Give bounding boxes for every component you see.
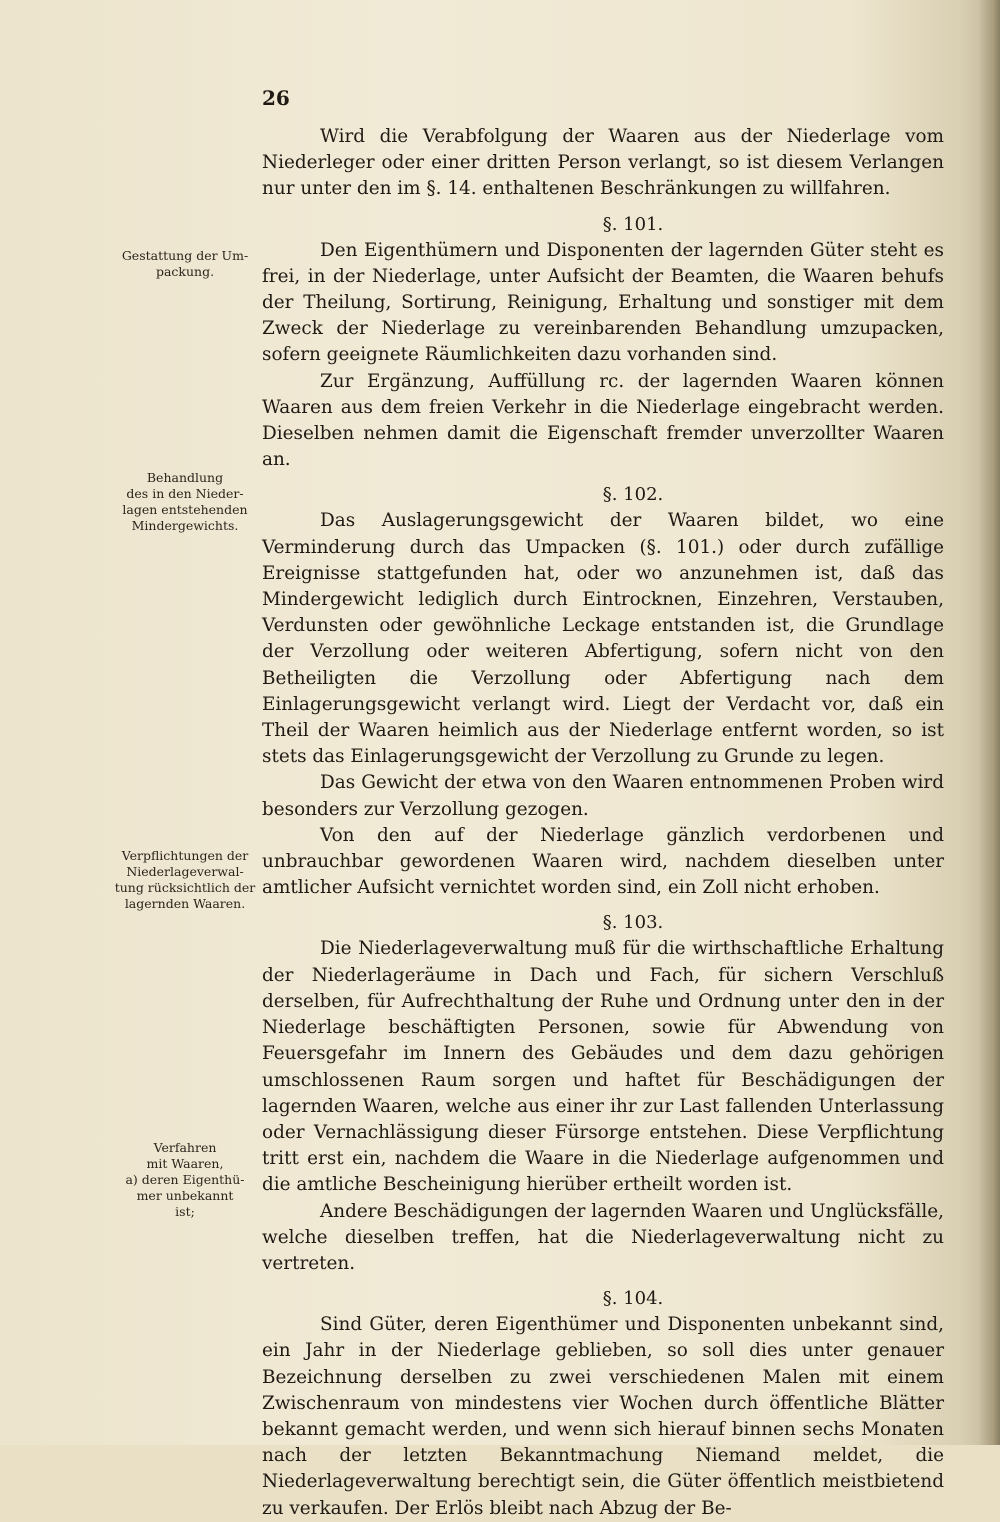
section-103-paragraph-1: Die Niederlageverwaltung muß für die wirthschaftliche Erhaltung der Niederlageräume in Dach und Fach, für sichern Verschluß derselben, für Aufrechthaltung der Ruhe und Ordnung unter den in der Niederlage beschäftigten Personen, sowie für Abwendung von Feuersgefahr im Innern des Gebäudes und dem dazu gehörigen umschlossenen Raum sorgen und haftet für Beschädigungen der lagernden Waaren, welche aus einer ihr zur Last fallenden Unterlassung oder Vernachlässigung dieser Fürsorge entstehen. Diese Verpflichtung tritt erst ein, nachdem die Waare in die Niederlage aufgenommen und die amtliche Bescheinigung hierüber ertheilt worden ist. (262, 938, 944, 1196)
main-text (262, 124, 944, 1522)
paragraph-intro: Wird die Verabfolgung der Waaren aus der Niederlage vom Niederleger oder einer dritten Person verlangt, so ist diesem Verlangen nur unter den im §. 14. enthaltenen Beschränkungen zu willfahren. (262, 126, 944, 200)
margin-note-mindergewicht (110, 470, 260, 534)
margin-note-line: mit Waaren, (146, 1156, 224, 1171)
section-104-title: §. 104. (602, 1288, 664, 1310)
section-102-paragraph-2: Das Gewicht der etwa von den Waaren entnommenen Proben wird besonders zur Verzollung gezogen. (262, 772, 944, 820)
section-102-paragraph-3: Von den auf der Niederlage gänzlich verdorbenen und unbrauchbar gewordenen Waaren wird, nachdem dieselben unter amtlicher Aufsicht vernichtet worden sind, ein Zoll nicht erhoben. (262, 824, 944, 899)
margin-note-line: Behandlung (146, 470, 224, 485)
margin-note-line: lagen entstehenden (122, 502, 248, 517)
section-101-paragraph-2: Zur Ergänzung, Auffüllung rc. der lagernden Waaren können Waaren aus dem freien Verkehr in die Niederlage eingebracht werden. Dieselben nehmen damit die Eigenschaft fremder unverzollter Waaren an. (262, 370, 944, 471)
margin-note-line: packung. (155, 264, 215, 279)
section-104-paragraph-1: Sind Güter, deren Eigenthümer und Disponenten unbekannt sind, ein Jahr in der Niederlage geblieben, so soll dies unter genauer Bezeichnung derselben zu zwei verschiedenen Malen mit einem Zwischenraum von mindestens vier Wochen durch öffentliche Blätter bekannt gemacht werden, und wenn sich hierauf binnen sechs Monaten nach der letzten Bekanntmachung Niemand meldet, die Niederlageverwaltung berechtigt sein, die Güter öffentlich meistbietend zu verkaufen. Der Erlös bleibt nach Abzug der Be- (262, 1314, 944, 1519)
margin-note-verpflichtungen (110, 848, 260, 912)
section-103-paragraph-2: Andere Beschädigungen der lagernden Waaren und Unglücksfälle, welche dieselben treffen, hat die Niederlageverwaltung nicht zu vertreten. (262, 1200, 944, 1274)
margin-note-line: lagernden Waaren. (124, 896, 246, 911)
margin-note-line: a) deren Eigenthü- (125, 1172, 245, 1187)
margin-note-line: Gestattung der Um- (121, 248, 249, 263)
section-101-title: §. 101. (602, 213, 664, 235)
margin-note-line: Niederlageverwal- (126, 864, 244, 879)
section-102-paragraph-1: Das Auslagerungsgewicht der Waaren bildet, wo eine Verminderung durch das Umpacken (§. 101.) oder durch zufällige Ereignisse stattgefunden hat, oder wo anzunehmen ist, daß das Mindergewicht lediglich durch Eintrocknen, Einzehren, Verstauben, Verdunsten oder gewöhnliche Leckage entstanden ist, die Grundlage der Verzollung oder weiteren Abfertigung, sofern nicht von den Betheiligten die Verzollung oder Abfertigung nach dem Einlagerungsgewicht verlangt wird. Liegt der Verdacht vor, daß ein Theil der Waaren heimlich aus der Niederlage entfernt worden, so ist stets das Einlagerungsgewicht der Verzollung zu Grunde zu legen. (262, 510, 944, 768)
margin-note-line: Verfahren (153, 1140, 217, 1155)
margin-note-verfahren (110, 1140, 260, 1220)
section-102-title: §. 102. (602, 484, 664, 506)
margin-note-line: mer unbekannt (136, 1188, 234, 1203)
margin-note-umpackung (110, 248, 260, 280)
page-edge-shadow (978, 0, 1000, 1445)
margin-note-line: tung rücksichtlich der (114, 880, 256, 895)
page-number: 26 (262, 86, 290, 110)
margin-note-line: Mindergewichts. (131, 518, 239, 533)
margin-note-line: des in den Nieder- (126, 486, 244, 501)
section-101-paragraph-1: Den Eigenthümern und Disponenten der lagernden Güter steht es frei, in der Niederlage, unter Aufsicht der Beamten, die Waaren behufs der Theilung, Sortirung, Reinigung, Erhaltung und sonstiger mit dem Zweck der Niederlage zu vereinbarenden Behandlung umzupacken, sofern geeignete Räumlichkeiten dazu vorhanden sind. (262, 239, 944, 366)
margin-note-line: Verpflichtungen der (121, 848, 249, 863)
section-103-title: §. 103. (602, 912, 664, 934)
margin-note-line: ist; (175, 1204, 195, 1219)
